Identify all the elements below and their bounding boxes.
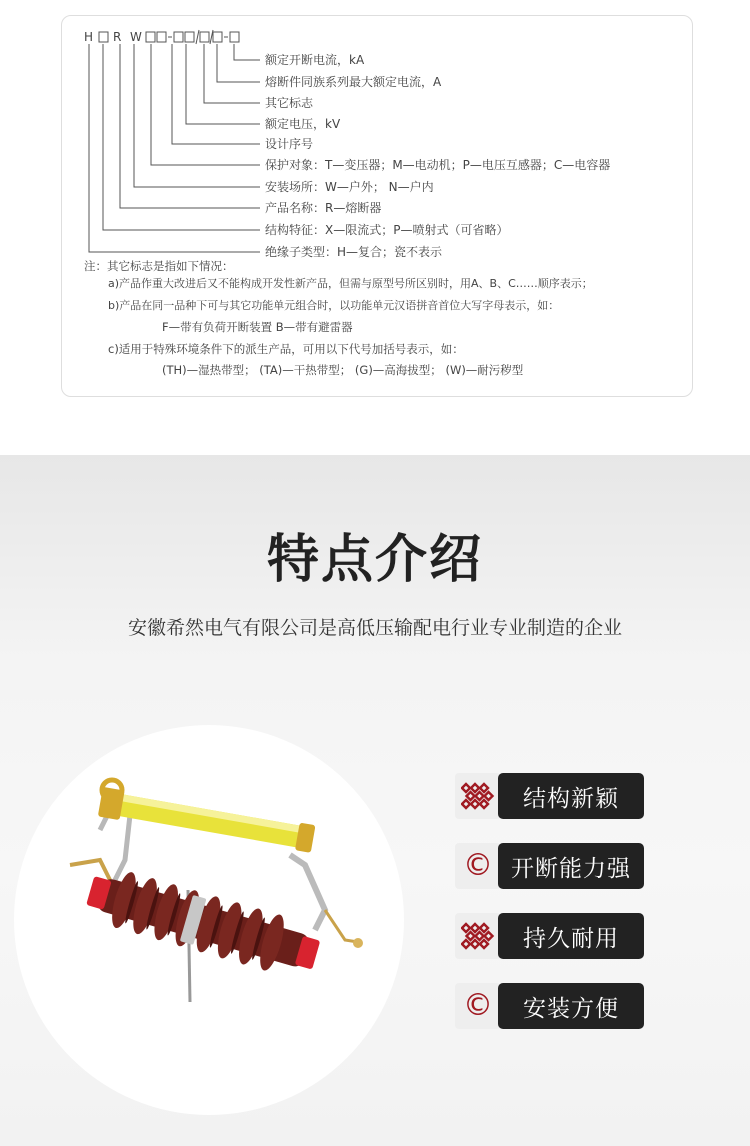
diamond-pattern-icon	[455, 913, 501, 959]
section-title: 特点介绍	[266, 530, 483, 590]
section-subtitle: 安徽希然电气有限公司是高低压输配电行业专业制造的企业	[127, 617, 622, 639]
copyright-icon: ©	[455, 843, 501, 889]
code-label: 保护对象：T—变压器；M—电动机；P—电压互感器；C—电容器	[265, 158, 611, 172]
copyright-icon: ©	[455, 983, 501, 1029]
feature-label: 开断能力强	[498, 843, 644, 889]
feature-label: 持久耐用	[498, 913, 644, 959]
code-label: 其它标志	[265, 96, 314, 110]
code-label: 熔断件同族系列最大额定电流，A	[265, 75, 442, 89]
model-code-section	[0, 0, 750, 455]
note-line: b)产品在同一品种下可与其它功能单元组合时，以功能单元汉语拼音首位大写字母表示，如：	[108, 299, 560, 312]
features-section	[0, 455, 750, 1146]
note-line: F—带有负荷开断装置 B—带有避雷器	[162, 320, 353, 334]
code-char-r: R	[113, 30, 122, 44]
code-label: 设计序号	[265, 137, 314, 151]
feature-label: 结构新颖	[498, 773, 644, 819]
code-label: 额定电压，kV	[265, 117, 341, 131]
code-char-w: W	[130, 30, 142, 44]
note-line: c)适用于特殊环境条件下的派生产品，可用以下代号加括号表示，如：	[108, 342, 464, 356]
code-label: 安装场所：W—户外； N—户内	[265, 180, 434, 194]
code-label: 产品名称：R—熔断器	[265, 201, 382, 215]
code-label: 额定开断电流，kA	[265, 53, 365, 67]
diamond-pattern-icon	[455, 773, 501, 819]
note-line: a)产品作重大改进后又不能构成开发性新产品，但需与原型号所区别时，用A、B、C……顺序表示；	[108, 277, 593, 290]
feature-label: 安装方便	[498, 983, 644, 1029]
code-label: 结构特征：X—限流式；P—喷射式（可省略）	[265, 223, 509, 237]
fuse-product-image	[40, 770, 370, 1020]
note-heading: 注：其它标志是指如下情况：	[84, 259, 234, 273]
code-char-h: H	[84, 30, 94, 44]
code-label: 绝缘子类型：H—复合；瓷不表示	[265, 245, 443, 259]
note-line: (TH)—湿热带型； (TA)—干热带型； (G)—高海拔型； (W)—耐污秽型	[162, 363, 524, 377]
